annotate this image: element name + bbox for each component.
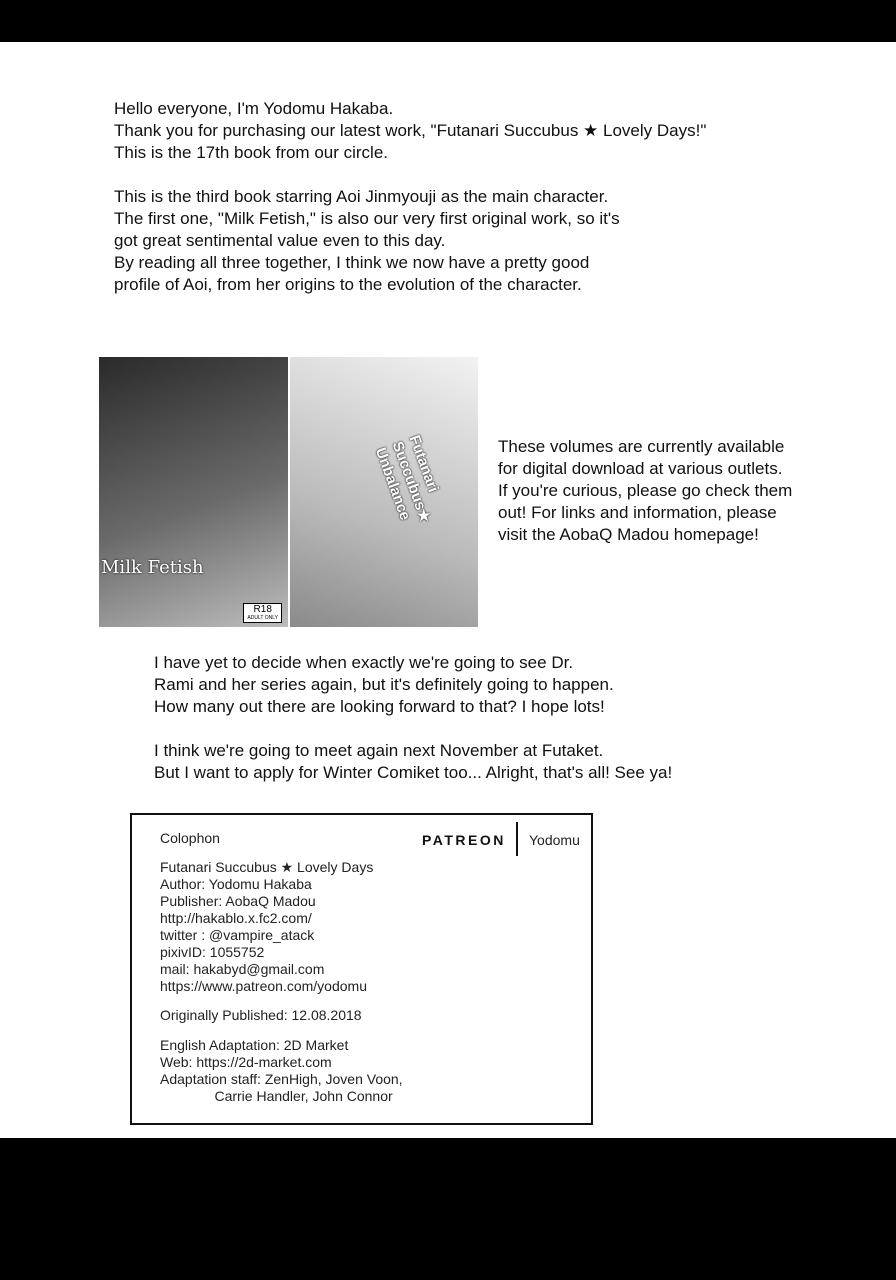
- published-date: Originally Published: 12.08.2018: [160, 1007, 362, 1023]
- credit-line: pixivID: 1055752: [160, 944, 265, 960]
- colophon-box: [130, 813, 593, 1125]
- text-line: This is the 17th book from our circle.: [114, 143, 389, 162]
- credit-line: Publisher: AobaQ Madou: [160, 893, 316, 909]
- cover-title: Futanari Succubus★ Unbalance: [371, 433, 442, 526]
- text-line: How many out there are looking forward to that? I hope lots!: [154, 697, 605, 716]
- text-line: The first one, "Milk Fetish," is also our very first original work, so it's: [114, 209, 620, 228]
- text-line: Hello everyone, I'm Yodomu Hakaba.: [114, 99, 394, 118]
- credit-line: Web: https://2d-market.com: [160, 1054, 332, 1070]
- cover-title: Milk Fetish: [101, 557, 204, 578]
- text-line: I have yet to decide when exactly we're going to see Dr.: [154, 653, 574, 672]
- credit-line: Carrie Handler, John Connor: [160, 1088, 393, 1104]
- text-line: I think we're going to meet again next November at Futaket.: [154, 741, 604, 760]
- credit-line: English Adaptation: 2D Market: [160, 1037, 349, 1053]
- colophon-credits: [160, 859, 373, 995]
- text-line: visit the AobaQ Madou homepage!: [498, 525, 759, 544]
- text-line: got great sentimental value even to this day.: [114, 231, 446, 250]
- text-line: for digital download at various outlets.: [498, 459, 783, 478]
- r18-label: R18: [253, 604, 272, 615]
- text-line: Rami and her series again, but it's definitely going to happen.: [154, 675, 614, 694]
- patreon-name: Yodomu: [529, 832, 580, 848]
- credit-line: mail: hakabyd@gmail.com: [160, 961, 325, 977]
- text-line: These volumes are currently available: [498, 437, 785, 456]
- credit-line: http://hakablo.x.fc2.com/: [160, 910, 312, 926]
- text-line: profile of Aoi, from her origins to the evolution of the character.: [114, 275, 582, 294]
- text-line: By reading all three together, I think we now have a pretty good: [114, 253, 590, 272]
- divider: [516, 822, 518, 856]
- text-line: But I want to apply for Winter Comiket too... Alright, that's all! See ya!: [154, 763, 673, 782]
- outro-text: [154, 652, 672, 784]
- credit-line: https://www.patreon.com/yodomu: [160, 978, 367, 994]
- credit-line: Futanari Succubus ★ Lovely Days: [160, 859, 374, 875]
- colophon-heading: Colophon: [160, 830, 220, 846]
- adaptation-credits: [160, 1037, 403, 1105]
- credit-line: twitter : @vampire_atack: [160, 927, 315, 943]
- text-line: If you're curious, please go check them: [498, 481, 793, 500]
- text-line: [154, 718, 672, 740]
- text-line: Thank you for purchasing our latest work, "Futanari Succubus ★ Lovely Days!": [114, 121, 707, 140]
- cover-futanari-succubus: [290, 357, 478, 627]
- credit-line: Author: Yodomu Hakaba: [160, 876, 312, 892]
- r18-badge: [243, 603, 282, 623]
- intro-text: [114, 98, 706, 296]
- cover-milk-fetish: [99, 357, 288, 627]
- text-line: out! For links and information, please: [498, 503, 777, 522]
- text-line: This is the third book starring Aoi Jinmyouji as the main character.: [114, 187, 609, 206]
- text-line: [114, 164, 706, 186]
- r18-sub: ADULT ONLY: [247, 615, 278, 621]
- credit-line: Adaptation staff: ZenHigh, Joven Voon,: [160, 1071, 403, 1087]
- side-text: [498, 436, 792, 546]
- patreon-logo: PATREON: [422, 832, 506, 848]
